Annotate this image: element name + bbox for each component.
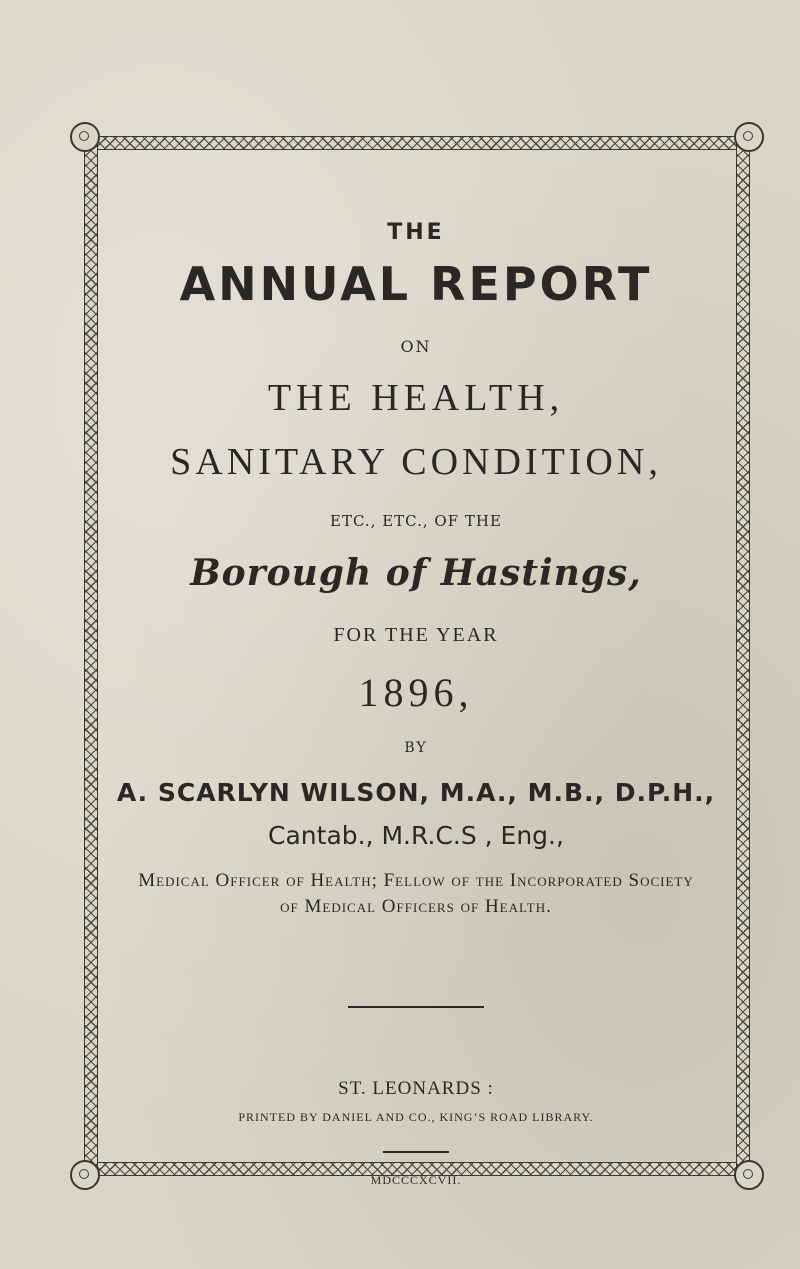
subject-line-1: THE HEALTH, [267,377,565,419]
border-rail-top [84,136,750,150]
position-line-1: Medical Officer of Health; Fellow of the Incorporated Society [138,870,694,891]
subject-line-2: SANITARY CONDITION, [170,441,662,483]
report-year: 1896, [358,670,474,715]
imprint-date: MDCCCXCVII. [370,1172,462,1187]
author-degrees: Cantab., M.R.C.S , Eng., [268,821,564,850]
position-line-2: of Medical Officers of Health. [280,896,552,917]
title-the: THE [387,220,445,245]
divider-rule [348,1006,484,1008]
by-line: BY [404,740,428,756]
imprint-place: ST. LEONARDS : [338,1078,494,1099]
author-position [96,868,736,920]
author-name: A. SCARLYN WILSON, M.A., M.B., D.P.H., [116,778,716,807]
corner-ornament-icon [70,122,100,152]
corner-ornament-icon [734,1160,764,1190]
title-annual-report: ANNUAL REPORT [179,257,653,311]
title-page-text [96,150,736,1188]
border-rail-right [736,136,750,1176]
borough-name: Borough of Hastings, [190,552,642,594]
for-the-year: FOR THE YEAR [333,624,499,646]
title-on: ON [400,337,432,356]
divider-rule-short [383,1151,449,1153]
imprint-printer: PRINTED BY DANIEL AND CO., KING’S ROAD LIBRARY. [238,1110,594,1124]
etc-line: ETC., ETC., OF THE [330,512,502,530]
corner-ornament-icon [734,122,764,152]
